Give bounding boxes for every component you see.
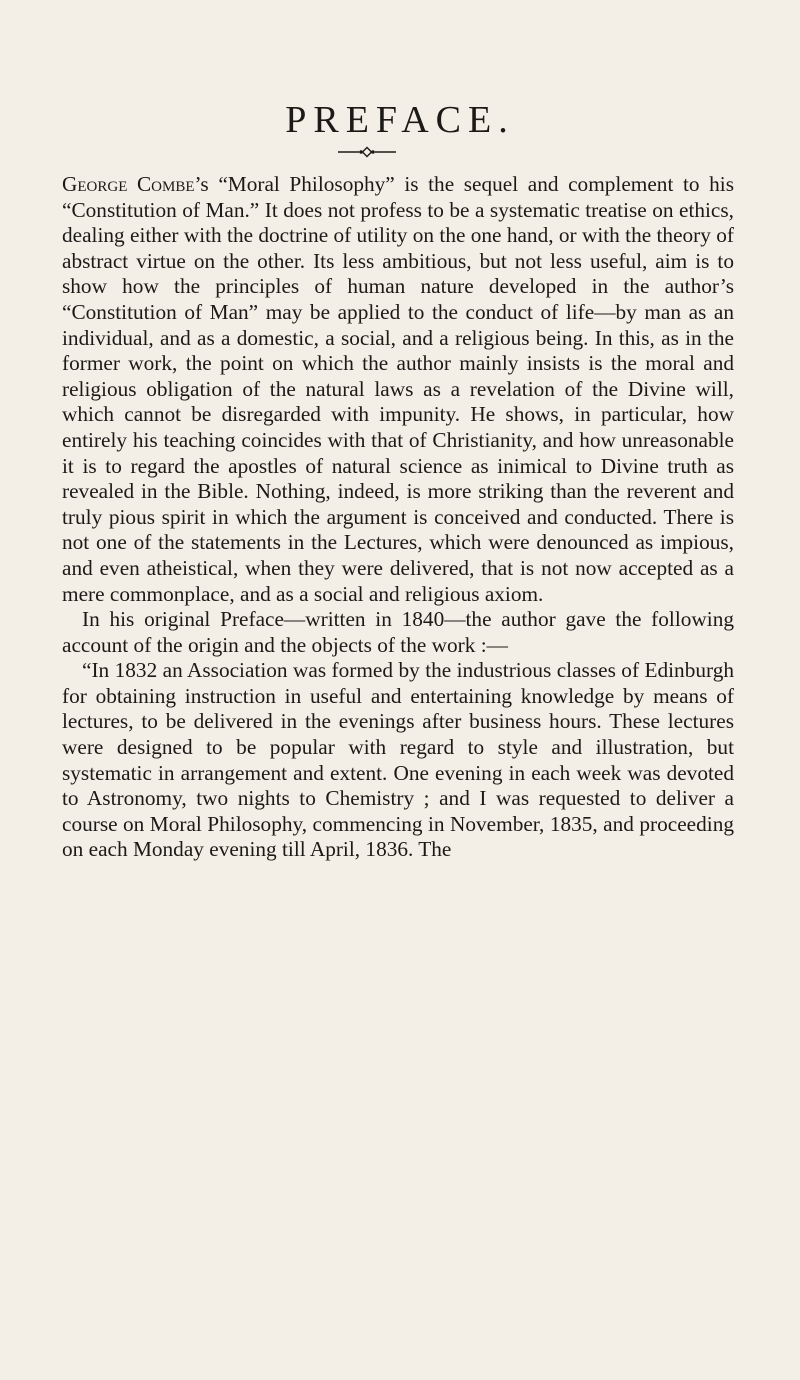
paragraph-1 (62, 172, 734, 607)
author-possessive: ’s (194, 172, 209, 196)
ornament-divider (338, 146, 396, 158)
paragraph-2: In his original Preface—written in 1840—the author gave the following account of the origin and the objects of the work :— (62, 607, 734, 657)
paragraph-1-text: “Moral Philosophy” is the sequel and complement to his “Constitution of Man.” It does not profess to be a systematic treatise on ethics, dealing either with the doctrine of utility on the one hand, or with the theory of abstract virtue on the other. Its less ambitious, but not less useful, aim is to show how the principles of human nature developed in the author’s “Constitution of Man” may be applied to the conduct of life—by man as an individual, and as a domestic, a social, and a religious being. In this, as in the former work, the point on which the author mainly insists is the moral and religious obligation of the natural laws as a revelation of the Divine will, which cannot be disregarded with impunity. He shows, in particular, how entirely his teaching coincides with that of Christianity, and how unreasonable it is to regard the apostles of natural science as inimical to Divine truth as revealed in the Bible. Nothing, indeed, is more striking than the reverent and truly pious spirit in which the argument is conceived and conducted. There is not one of the statements in the Lectures, which were denounced as impious, and even atheistical, when they were delivered, that is not now accepted as a mere commonplace, and as a social and religious axiom. (62, 172, 734, 606)
author-name: George Combe (62, 172, 195, 196)
page-title: PREFACE. (285, 99, 515, 142)
preface-body (62, 172, 734, 863)
paragraph-3-quote: “In 1832 an Association was formed by the industrious classes of Edinburgh for obtaining instruction in useful and entertaining knowledge by means of lectures, to be delivered in the evenings after business hours. These lectures were designed to be popular with regard to style and illustration, but systematic in arrangement and extent. One evening in each week was devoted to Astronomy, two nights to Chemistry ; and I was requested to deliver a course on Moral Philosophy, commencing in November, 1835, and proceeding on each Monday evening till April, 1836. The (62, 658, 734, 862)
